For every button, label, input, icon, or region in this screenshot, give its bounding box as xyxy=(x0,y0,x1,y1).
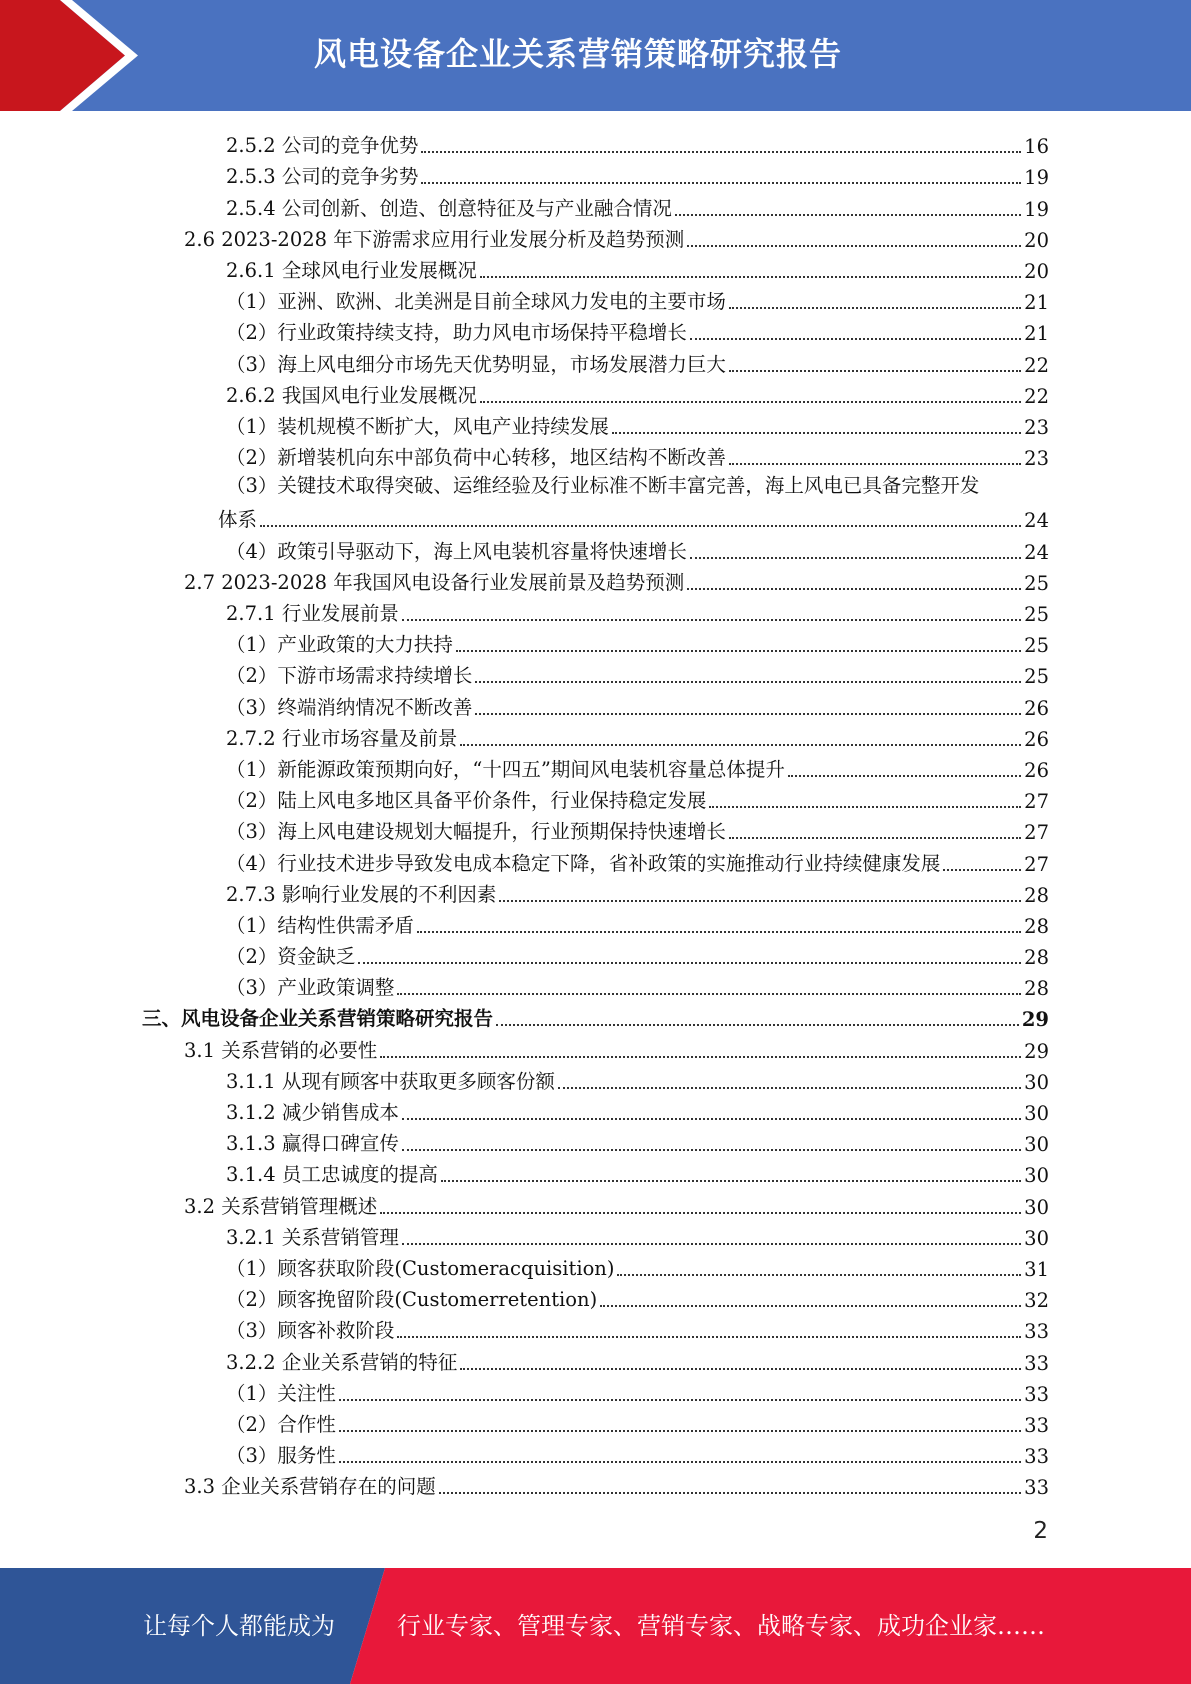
toc-entry[interactable] xyxy=(0,907,1191,938)
page-header xyxy=(0,0,1191,111)
toc-entry-label: 2.7.1 行业发展前景 xyxy=(226,602,399,626)
toc-leader-dots xyxy=(499,899,1021,902)
toc-entry-label: （2）新增装机向东中部负荷中心转移，地区结构不断改善 xyxy=(226,446,726,470)
toc-entry[interactable] xyxy=(0,408,1191,439)
toc-entry-label: （3）关键技术取得突破、运维经验及行业标准不断丰富完善，海上风电已具备完整开发 xyxy=(226,474,980,498)
toc-entry-page: 22 xyxy=(1024,353,1049,377)
toc-entry-label: 3.1.1 从现有顾客中获取更多顾客份额 xyxy=(226,1069,555,1093)
toc-entry-label: （1）顾客获取阶段(Customeracquisition) xyxy=(226,1256,615,1280)
toc-leader-dots xyxy=(402,1117,1021,1120)
toc-leader-dots xyxy=(456,649,1021,652)
toc-leader-dots xyxy=(460,1367,1021,1370)
toc-entry-page: 23 xyxy=(1024,415,1049,439)
toc-entry-page: 30 xyxy=(1024,1102,1049,1126)
toc-entry-page: 30 xyxy=(1024,1164,1049,1188)
toc-leader-dots xyxy=(600,1304,1021,1307)
toc-leader-dots xyxy=(380,1211,1021,1214)
toc-entry-page: 30 xyxy=(1024,1070,1049,1094)
toc-entry[interactable] xyxy=(0,532,1191,563)
toc-entry-page: 25 xyxy=(1024,603,1049,627)
toc-entry-page: 25 xyxy=(1024,665,1049,689)
toc-entry-label: （1）新能源政策预期向好，“十四五”期间风电装机容量总体提升 xyxy=(226,757,785,781)
toc-entry-label: 三、风电设备企业关系营销策略研究报告 xyxy=(142,1007,494,1031)
toc-entry-label: （3）海上风电建设规划大幅提升，行业预期保持快速增长 xyxy=(226,820,726,844)
toc-entry-label-continued: 体系 xyxy=(218,508,258,532)
toc-entry[interactable] xyxy=(0,1063,1191,1094)
toc-entry-label: 2.6 2023-2028 年下游需求应用行业发展分析及趋势预测 xyxy=(184,227,685,251)
toc-leader-dots xyxy=(460,743,1021,746)
toc-entry[interactable] xyxy=(0,938,1191,969)
toc-entry[interactable] xyxy=(0,1375,1191,1406)
toc-entry[interactable] xyxy=(0,377,1191,408)
toc-entry-page: 26 xyxy=(1024,758,1049,782)
toc-entry-label: （2）顾客挽留阶段(Customerretention) xyxy=(226,1288,598,1312)
toc-entry[interactable] xyxy=(0,813,1191,844)
toc-entry-label: （2）下游市场需求持续增长 xyxy=(226,664,473,688)
toc-leader-dots xyxy=(729,462,1021,465)
toc-leader-dots xyxy=(496,1023,1019,1026)
toc-leader-dots xyxy=(943,868,1021,871)
toc-entry-label: 2.6.1 全球风电行业发展概况 xyxy=(226,258,477,282)
toc-entry-page: 33 xyxy=(1024,1320,1049,1344)
toc-entry[interactable] xyxy=(0,470,1191,532)
toc-entry-label: 2.7.2 行业市场容量及前景 xyxy=(226,726,458,750)
toc-entry-page: 30 xyxy=(1024,1133,1049,1157)
toc-entry-page: 24 xyxy=(1024,509,1049,533)
toc-leader-dots xyxy=(709,805,1021,808)
toc-entry-label: （4）政策引导驱动下，海上风电装机容量将快速增长 xyxy=(226,539,687,563)
toc-entry-page: 21 xyxy=(1024,322,1049,346)
toc-entry[interactable] xyxy=(0,657,1191,688)
toc-entry-page: 27 xyxy=(1024,852,1049,876)
toc-entry[interactable] xyxy=(0,720,1191,751)
toc-entry[interactable] xyxy=(0,1250,1191,1281)
toc-leader-dots xyxy=(612,431,1021,434)
toc-entry-label: （3）服务性 xyxy=(226,1444,336,1468)
toc-entry-page: 27 xyxy=(1024,821,1049,845)
toc-entry-page: 16 xyxy=(1024,135,1049,159)
toc-entry[interactable] xyxy=(0,1437,1191,1468)
toc-leader-dots xyxy=(397,1335,1021,1338)
toc-entry-page: 26 xyxy=(1024,696,1049,720)
toc-entry[interactable] xyxy=(0,1187,1191,1218)
toc-entry[interactable] xyxy=(0,221,1191,252)
toc-entry[interactable] xyxy=(0,189,1191,220)
toc-leader-dots xyxy=(729,306,1021,309)
toc-leader-dots xyxy=(687,587,1021,590)
toc-entry-label: （4）行业技术进步导致发电成本稳定下降，省补政策的实施推动行业持续健康发展 xyxy=(226,851,941,875)
toc-entry-page: 21 xyxy=(1024,291,1049,315)
toc-leader-dots xyxy=(475,712,1021,715)
toc-entry-label: （1）结构性供需矛盾 xyxy=(226,913,414,937)
toc-entry[interactable] xyxy=(0,1312,1191,1343)
toc-entry-page: 30 xyxy=(1024,1195,1049,1219)
toc-entry-label: （2）行业政策持续支持，助力风电市场保持平稳增长 xyxy=(226,321,687,345)
page-footer xyxy=(0,1568,1191,1684)
toc-entry-label: （2）陆上风电多地区具备平价条件，行业保持稳定发展 xyxy=(226,789,707,813)
toc-entry[interactable] xyxy=(0,1031,1191,1062)
toc-entry-page: 28 xyxy=(1024,883,1049,907)
toc-entry-page: 31 xyxy=(1024,1257,1049,1281)
toc-entry-label: （3）产业政策调整 xyxy=(226,976,395,1000)
toc-entry-label: 2.5.2 公司的竞争优势 xyxy=(226,134,419,158)
toc-leader-dots xyxy=(439,1491,1021,1494)
toc-entry[interactable] xyxy=(0,1343,1191,1374)
toc-entry-page: 19 xyxy=(1024,197,1049,221)
toc-entry-page: 33 xyxy=(1024,1413,1049,1437)
toc-entry-page: 29 xyxy=(1024,1039,1049,1063)
toc-entry[interactable] xyxy=(0,1125,1191,1156)
toc-entry-page: 28 xyxy=(1024,977,1049,1001)
toc-entry-page: 19 xyxy=(1024,166,1049,190)
toc-entry[interactable] xyxy=(0,751,1191,782)
toc-leader-dots xyxy=(480,275,1021,278)
toc-entry-page: 23 xyxy=(1024,447,1049,471)
toc-entry-page: 25 xyxy=(1024,571,1049,595)
toc-leader-dots xyxy=(397,992,1021,995)
toc-entry[interactable] xyxy=(0,1000,1191,1031)
toc-entry[interactable] xyxy=(0,844,1191,875)
toc-leader-dots xyxy=(441,1179,1021,1182)
toc-entry-label: （3）海上风电细分市场先天优势明显，市场发展潜力巨大 xyxy=(226,352,726,376)
toc-entry-page: 25 xyxy=(1024,634,1049,658)
toc-entry-label: 3.1.4 员工忠诚度的提高 xyxy=(226,1163,438,1187)
toc-entry[interactable] xyxy=(0,1468,1191,1499)
toc-entry[interactable] xyxy=(0,1281,1191,1312)
toc-entry-label: 3.2.1 关系营销管理 xyxy=(226,1225,399,1249)
toc-leader-dots xyxy=(402,1242,1021,1245)
toc-entry-label: （1）亚洲、欧洲、北美洲是目前全球风力发电的主要市场 xyxy=(226,290,726,314)
toc-entry-page: 20 xyxy=(1024,259,1049,283)
toc-entry-label: 2.5.4 公司创新、创造、创意特征及与产业融合情况 xyxy=(226,196,672,220)
toc-entry-page: 29 xyxy=(1021,1008,1049,1032)
footer-slogan-left: 让每个人都能成为 xyxy=(143,1612,335,1640)
toc-entry[interactable] xyxy=(0,595,1191,626)
toc-leader-dots xyxy=(260,524,1021,527)
toc-entry-page: 33 xyxy=(1024,1351,1049,1375)
toc-leader-dots xyxy=(729,369,1021,372)
toc-entry-page: 30 xyxy=(1024,1226,1049,1250)
toc-leader-dots xyxy=(480,400,1021,403)
toc-leader-dots xyxy=(417,930,1021,933)
toc-entry[interactable] xyxy=(0,688,1191,719)
header-arrow-icon xyxy=(0,0,160,111)
toc-entry-label: （1）产业政策的大力扶持 xyxy=(226,633,453,657)
toc-entry-label: （2）合作性 xyxy=(226,1412,336,1436)
toc-leader-dots xyxy=(402,1148,1021,1151)
toc-entry-page: 33 xyxy=(1024,1476,1049,1500)
toc-entry-page: 27 xyxy=(1024,790,1049,814)
toc-leader-dots xyxy=(690,556,1021,559)
toc-entry-label: （3）终端消纳情况不断改善 xyxy=(226,695,473,719)
toc-leader-dots xyxy=(402,618,1021,621)
toc-entry[interactable] xyxy=(0,158,1191,189)
toc-entry[interactable] xyxy=(0,564,1191,595)
toc-leader-dots xyxy=(358,961,1021,964)
document-title: 风电设备企业关系营销策略研究报告 xyxy=(314,35,843,73)
toc-leader-dots xyxy=(788,774,1021,777)
toc-entry-page: 32 xyxy=(1024,1289,1049,1313)
toc-entry-page: 26 xyxy=(1024,727,1049,751)
toc-entry[interactable] xyxy=(0,1406,1191,1437)
toc-entry-label: 2.6.2 我国风电行业发展概况 xyxy=(226,383,477,407)
toc-entry[interactable] xyxy=(0,626,1191,657)
toc-leader-dots xyxy=(380,1055,1021,1058)
toc-entry-label: （1）关注性 xyxy=(226,1381,336,1405)
toc-entry[interactable] xyxy=(0,876,1191,907)
toc-leader-dots xyxy=(421,150,1021,153)
page-number: 2 xyxy=(1033,1518,1048,1544)
toc-entry-page: 22 xyxy=(1024,384,1049,408)
toc-entry[interactable] xyxy=(0,252,1191,283)
toc-entry[interactable] xyxy=(0,1156,1191,1187)
toc-leader-dots xyxy=(339,1429,1021,1432)
toc-entry-label: 3.1.2 减少销售成本 xyxy=(226,1101,399,1125)
toc-entry[interactable] xyxy=(0,127,1191,158)
toc-entry-label: 2.7.3 影响行业发展的不利因素 xyxy=(226,882,497,906)
toc-entry[interactable] xyxy=(0,1219,1191,1250)
toc-entry[interactable] xyxy=(0,969,1191,1000)
toc-leader-dots xyxy=(675,213,1021,216)
toc-entry-label: 3.3 企业关系营销存在的问题 xyxy=(184,1475,436,1499)
toc-entry-page: 24 xyxy=(1024,540,1049,564)
toc-entry-label: 2.7 2023-2028 年我国风电设备行业发展前景及趋势预测 xyxy=(184,570,685,594)
toc-entry-label: 3.2.2 企业关系营销的特征 xyxy=(226,1350,458,1374)
footer-slogan-right: 行业专家、管理专家、营销专家、战略专家、成功企业家…… xyxy=(397,1612,1045,1640)
toc-leader-dots xyxy=(558,1086,1021,1089)
toc-entry[interactable] xyxy=(0,314,1191,345)
toc-entry-label: （1）装机规模不断扩大，风电产业持续发展 xyxy=(226,414,609,438)
toc-entry-label: （2）资金缺乏 xyxy=(226,945,356,969)
toc-entry-page: 33 xyxy=(1024,1445,1049,1469)
toc-entry[interactable] xyxy=(0,345,1191,376)
table-of-contents xyxy=(0,127,1191,1499)
toc-entry-page: 28 xyxy=(1024,914,1049,938)
toc-entry[interactable] xyxy=(0,1094,1191,1125)
toc-entry-page: 28 xyxy=(1024,946,1049,970)
toc-entry-label: 3.2 关系营销管理概述 xyxy=(184,1194,378,1218)
toc-leader-dots xyxy=(339,1398,1021,1401)
toc-entry[interactable] xyxy=(0,782,1191,813)
toc-leader-dots xyxy=(339,1460,1021,1463)
toc-entry-page: 33 xyxy=(1024,1382,1049,1406)
toc-entry-label: 3.1 关系营销的必要性 xyxy=(184,1038,378,1062)
toc-entry[interactable] xyxy=(0,283,1191,314)
toc-leader-dots xyxy=(690,337,1021,340)
toc-entry-label: （3）顾客补救阶段 xyxy=(226,1319,395,1343)
toc-leader-dots xyxy=(421,181,1021,184)
toc-leader-dots xyxy=(687,244,1021,247)
toc-entry-label: 3.1.3 赢得口碑宣传 xyxy=(226,1132,399,1156)
toc-leader-dots xyxy=(475,680,1021,683)
toc-leader-dots xyxy=(617,1273,1021,1276)
toc-entry-label: 2.5.3 公司的竞争劣势 xyxy=(226,165,419,189)
toc-entry[interactable] xyxy=(0,439,1191,470)
toc-entry-page: 20 xyxy=(1024,228,1049,252)
toc-leader-dots xyxy=(729,836,1021,839)
